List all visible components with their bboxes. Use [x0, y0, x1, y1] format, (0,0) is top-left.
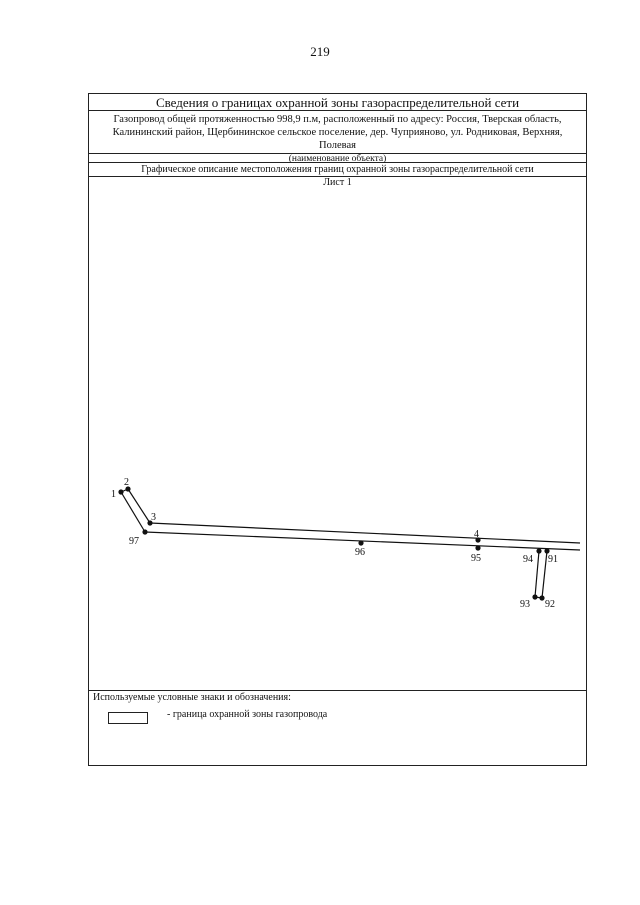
boundary-point [475, 545, 480, 550]
zone-boundary-drawing [89, 94, 588, 690]
page-number: 219 [310, 44, 330, 59]
point-label: 1 [111, 489, 116, 500]
boundary-line [121, 492, 145, 532]
boundary-point [142, 529, 147, 534]
point-label: 3 [151, 512, 156, 523]
point-label: 93 [520, 599, 530, 610]
boundary-point [118, 489, 123, 494]
object-caption: (наименование объекта) [89, 153, 586, 163]
point-label: 96 [355, 547, 365, 558]
sheet-label: Лист 1 [323, 177, 352, 188]
boundary-line [542, 551, 547, 598]
zone-info-frame [88, 93, 587, 766]
boundary-legend-label: - граница охранной зоны газопровода [167, 709, 328, 720]
point-label: 97 [129, 536, 139, 547]
boundary-point [358, 540, 363, 545]
boundary-point [539, 595, 544, 600]
graphic-description-title: Графическое описание местоположения границ охранной зоны газораспределительной сети [89, 163, 586, 177]
boundary-legend-swatch [108, 712, 148, 724]
boundary-line [150, 523, 580, 543]
boundary-point [536, 548, 541, 553]
point-label: 2 [124, 477, 129, 488]
document-title: Сведения о границах охранной зоны газораспределительной сети [89, 94, 586, 111]
point-label: 95 [471, 553, 481, 564]
legend-title: Используемые условные знаки и обозначения: [93, 692, 291, 703]
boundary-point [544, 548, 549, 553]
point-label: 94 [523, 554, 533, 565]
point-label: 92 [545, 599, 555, 610]
point-label: 91 [548, 554, 558, 565]
object-description: Газопровод общей протяженностью 998,9 п.м, расположенный по адресу: Россия, Тверская область, Калининский район, Щербининское сельское поселение, дер. Чуприяново, ул. Родниковая, Верхняя, Полевая [112, 114, 563, 151]
boundary-line [535, 551, 539, 597]
boundary-line [128, 489, 150, 523]
point-label: 4 [474, 529, 479, 540]
legend [89, 690, 586, 767]
boundary-point [532, 594, 537, 599]
